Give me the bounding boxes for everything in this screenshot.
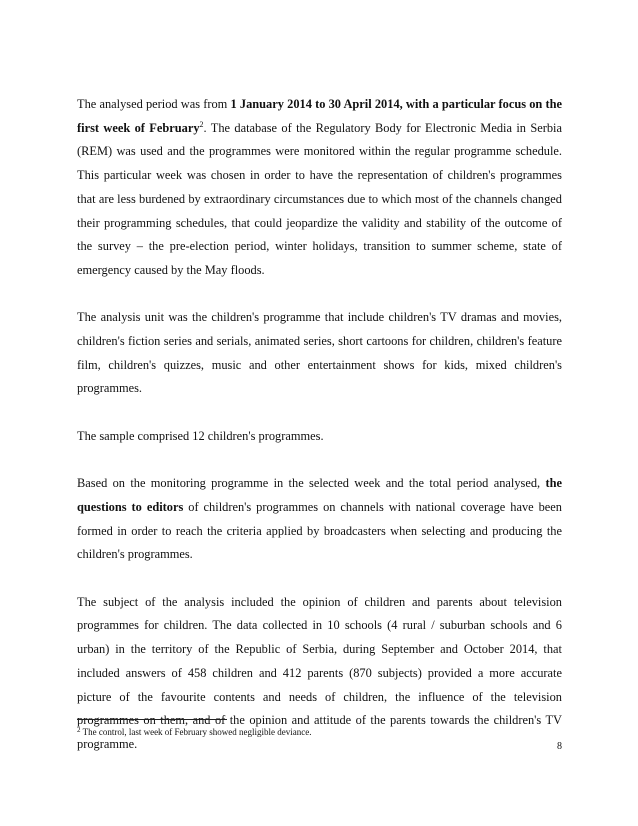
footnote-text: The control, last week of February showed negligible deviance. [80,727,312,737]
paragraph-questions-to-editors [77,472,562,567]
paragraph-text: Based on the monitoring programme in the selected week and the total period analysed, [77,476,546,491]
paragraph-subject-of-analysis: The subject of the analysis included the opinion of children and parents about television programmes for children. The data collected in 10 schools (4 rural / suburban schools and 6 urban) in the territory of the Republic of Serbia, during September and October 2014, that included answers of 458 children and 412 parents (870 subjects) provided a more accurate picture of the favourite contents and needs of children, the influence of the television programmes on them, and of the opinion and attitude of the parents towards the children's TV programme. [77,594,562,751]
bold-period-text: 1 January 2014 to 30 April 2014, with a particular focus on the first week of February [77,97,562,135]
paragraph-text: of children's programmes on channels with national coverage have been formed in order to reach the criteria applied by broadcasters when selecting and producing the children's programmes. [77,499,562,562]
body-text [77,93,562,757]
footnote-number: 2 [77,726,81,734]
paragraph-analysed-period [77,93,562,283]
paragraph-text: . The database of the Regulatory Body for Electronic Media in Serbia (REM) was used and the programmes were monitored within the regular programme schedule. This particular week was chosen in order to have the representation of children's programmes that are less burdened by extraordinary circumstances due to which most of the channels changed their programming schedules, that could jeopardize the validity and stability of the outcome of the survey – the pre-election period, winter holidays, transition to summer scheme, state of emergency caused by the May floods. [77,120,562,277]
page-number: 8 [557,741,562,752]
paragraph-sample: The sample comprised 12 children's programmes. [77,428,324,443]
paragraph-text: The analysed period was from [77,97,231,111]
footnote-reference: 2 [199,119,204,129]
footnote [77,726,562,738]
footnote-separator [77,719,227,720]
paragraph-analysis-unit: The analysis unit was the children's programme that include children's TV dramas and movies, children's fiction series and serials, animated series, short cartoons for children, children's feature film, children's quizzes, music and other entertainment shows for kids, mixed children's programmes. [77,310,562,396]
bold-questions-text: the questions to editors [77,476,562,514]
